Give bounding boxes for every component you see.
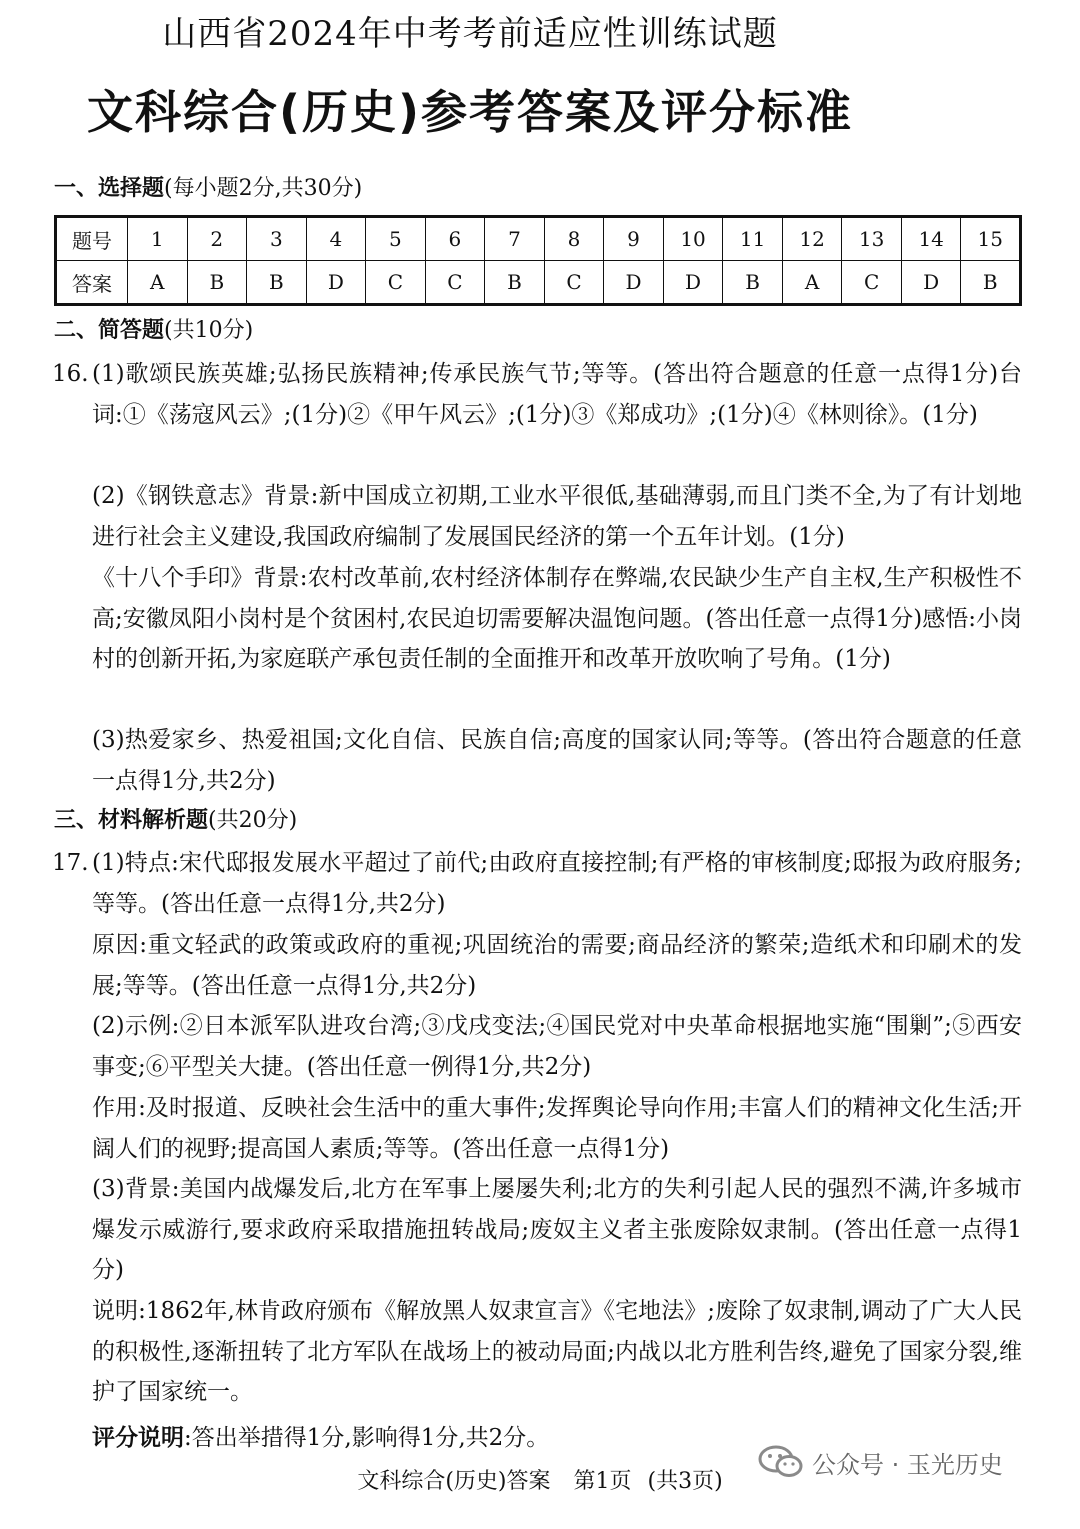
exam-title: 山西省2024年中考考前适应性训练试题 [162,14,778,54]
q17-number: 17. [52,850,89,876]
answer-cell: B [723,261,783,305]
scoring-text: :答出举措得1分,影响得1分,共2分。 [184,1425,550,1451]
q17-part2-b: 作用:及时报道、反映社会生活中的重大事件;发挥舆论导向作用;丰富人们的精神文化生活;开阔人们的视野;提高国人素质;等等。(答出任意一点得1分) [92,1095,1022,1162]
q16-part3: (3)热爱家乡、热爱祖国;文化自信、民族自信;高度的国家认同;等等。(答出符合题意的任意一点得1分,共2分) [92,727,1022,794]
answer-cell: B [187,261,247,305]
answer-cell: B [247,261,307,305]
q16-part2: (2)《钢铁意志》背景:新中国成立初期,工业水平很低,基础薄弱,而且门类不全,为了有计划地进行社会主义建设,我国政府编制了发展国民经济的第一个五年计划。(1分) [92,483,1022,550]
answer-cell: C [544,261,604,305]
answer-cell: B [485,261,545,305]
question-number-cell: 12 [782,217,842,261]
question-number-cell: 9 [604,217,664,261]
wechat-icon [758,1445,804,1479]
q16-part1: (1)歌颂民族英雄;弘扬民族精神;传承民族气节;等等。(答出符合题意的任意一点得1分)台词:①《荡寇风云》;(1分)②《甲午风云》;(1分)③《郑成功》;(1分)④《林则徐》。(1分) [92,361,1022,428]
question-number-row [56,217,1021,261]
section2-note: (共10分) [164,318,254,343]
answer-cell: C [366,261,426,305]
question-number-cell: 7 [485,217,545,261]
choice-answer-table [54,215,1022,306]
question-number-cell: 4 [306,217,366,261]
wechat-watermark [758,1442,1003,1482]
section2-title: 二、简答题 [54,318,165,343]
question-number-cell: 13 [842,217,902,261]
answer-cell: D [306,261,366,305]
row-label-number: 题号 [56,217,128,261]
q17-part2: (2)示例:②日本派军队进攻台湾;③戊戌变法;④国民党对中央革命根据地实施“围剿”;⑤西安事变;⑥平型关大捷。(答出任意一例得1分,共2分) [92,1013,1022,1080]
answer-cell: A [128,261,188,305]
question-number-cell: 14 [901,217,961,261]
row-label-answer: 答案 [56,261,128,305]
answer-cell: D [663,261,723,305]
watermark-text: 公众号 · 玉光历史 [812,1450,1003,1479]
question-number-cell: 3 [247,217,307,261]
q17-part3-b: 说明:1862年,林肯政府颁布《解放黑人奴隶宣言》《宅地法》;废除了奴隶制,调动了广大人民的积极性,逐渐扭转了北方军队在战场上的被动局面;内战以北方胜利告终,避免了国家分裂,维护了国家统一。 [92,1298,1022,1406]
q17-part1: (1)特点:宋代邸报发展水平超过了前代;由政府直接控制;有严格的审核制度;邸报为政府服务;等等。(答出任意一点得1分,共2分) [92,850,1022,917]
scoring-label: 评分说明 [92,1425,184,1451]
answer-row [56,261,1021,305]
section2-heading [54,314,253,348]
section1-note: (每小题2分,共30分) [164,176,363,201]
answer-title: 文科综合(历史)参考答案及评分标准 [86,85,854,139]
answer-cell: A [782,261,842,305]
answer-cell: C [425,261,485,305]
q17-part3: (3)背景:美国内战爆发后,北方在军事上屡屡失利;北方的失利引起人民的强烈不满,许多城市爆发示威游行,要求政府采取措施扭转战局;废奴主义者主张废除奴隶制。(答出任意一点得1分) [92,1176,1022,1284]
footer-total-pages: (共3页) [647,1469,723,1494]
question-number-cell: 10 [663,217,723,261]
footer-page-number: 第1页 [573,1469,632,1494]
answer-cell: D [604,261,664,305]
question-number-cell: 2 [187,217,247,261]
question-number-cell: 6 [425,217,485,261]
section3-note: (共20分) [208,808,298,833]
question-number-cell: 8 [544,217,604,261]
answer-cell: C [842,261,902,305]
question-number-cell: 15 [961,217,1021,261]
answer-cell: B [961,261,1021,305]
question-number-cell: 5 [366,217,426,261]
answer-cell: D [901,261,961,305]
q16-number: 16. [52,361,89,387]
section3-heading [54,804,297,838]
question-number-cell: 11 [723,217,783,261]
section3-title: 三、材料解析题 [54,808,209,833]
q17-part1-b: 原因:重文轻武的政策或政府的重视;巩固统治的需要;商品经济的繁荣;造纸术和印刷术的发展;等等。(答出任意一点得1分,共2分) [92,932,1022,999]
footer-subject: 文科综合(历史)答案 [357,1469,551,1494]
q16-part2-b: 《十八个手印》背景:农村改革前,农村经济体制存在弊端,农民缺少生产自主权,生产积极性不高;安徽凤阳小岗村是个贫困村,农民迫切需要解决温饱问题。(答出任意一点得1分)感悟:小岗村的创新开拓,为家庭联产承包责任制的全面推开和改革开放吹响了号角。(1分) [92,565,1022,673]
question-number-cell: 1 [128,217,188,261]
section1-heading [54,172,362,206]
section1-title: 一、选择题 [54,176,165,201]
